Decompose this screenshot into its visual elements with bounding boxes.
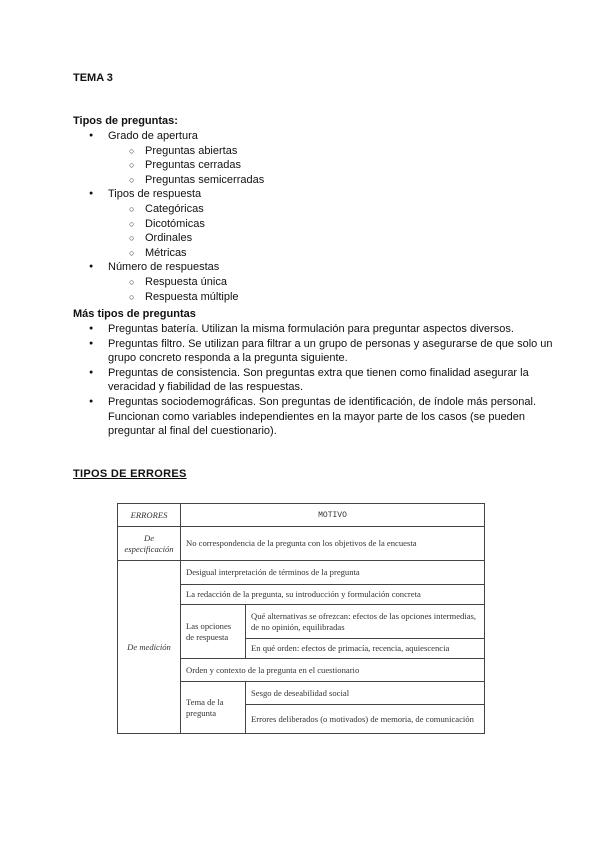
opciones-label: Las opciones de respuesta — [181, 605, 246, 659]
table-cell: Qué alternativas se ofrezcan: efectos de las opciones intermedias, de no opinión, equilibradas — [246, 605, 485, 639]
list-item: ● Tipos de respuesta — [73, 187, 553, 202]
sub-list-item: ○ Categóricas — [73, 202, 553, 217]
sub-list-item: ○ Respuesta única — [73, 275, 553, 290]
table-cell: La redacción de la pregunta, su introducción y formulación concreta — [181, 585, 485, 605]
list-item: ● Preguntas batería. Utilizan la misma formulación para preguntar aspectos diversos. — [73, 322, 553, 337]
question-types-section — [73, 114, 553, 304]
table-cell: Errores deliberados (o motivados) de memoria, de comunicación — [246, 705, 485, 734]
errors-table — [117, 503, 485, 734]
section-heading: Más tipos de preguntas — [73, 308, 196, 320]
list-item: ● Número de respuestas — [73, 260, 553, 275]
spec-label: De especificación — [118, 527, 181, 561]
table-cell: Desigual interpretación de términos de la pregunta — [181, 561, 485, 585]
sub-list-item: ○ Preguntas cerradas — [73, 158, 553, 173]
list-item: ● Grado de apertura — [73, 129, 553, 144]
medicion-label: De medición — [118, 561, 181, 734]
sub-list-item: ○ Preguntas abiertas — [73, 144, 553, 159]
header-errores: ERRORES — [118, 504, 181, 527]
list-item: ● Preguntas de consistencia. Son preguntas extra que tienen como finalidad asegurar la veracidad y fiabilidad de las respuestas. — [73, 366, 553, 395]
more-types-list — [73, 322, 553, 439]
list-item: ● Preguntas sociodemográficas. Son preguntas de identificación, de índole más personal. Funcionan como variables independientes en la mayor parte de los casos (se pueden preguntar al final del cuestionario). — [73, 395, 553, 439]
page-title: TEMA 3 — [73, 72, 113, 84]
errors-title: TIPOS DE ERRORES — [73, 468, 187, 480]
table-cell: Orden y contexto de la pregunta en el cuestionario — [181, 659, 485, 682]
sub-list-item: ○ Ordinales — [73, 231, 553, 246]
header-motivo: MOTIVO — [181, 504, 485, 527]
sub-list-item: ○ Preguntas semicerradas — [73, 173, 553, 188]
sub-list-item: ○ Respuesta múltiple — [73, 290, 553, 305]
table-cell: En qué orden: efectos de primacía, recencia, aquiescencia — [246, 639, 485, 659]
sub-list-item: ○ Métricas — [73, 246, 553, 261]
section-heading: Tipos de preguntas: — [73, 115, 178, 127]
more-question-types-section — [73, 307, 553, 439]
spec-text: No correspondencia de la pregunta con los objetivos de la encuesta — [181, 527, 485, 561]
question-types-list — [73, 129, 553, 304]
sub-list-item: ○ Dicotómicas — [73, 217, 553, 232]
table-cell: Sesgo de deseabilidad social — [246, 682, 485, 705]
list-item: ● Preguntas filtro. Se utilizan para filtrar a un grupo de personas y asegurarse de que solo un grupo concreto responda a la pregunta siguiente. — [73, 337, 553, 366]
tema-label: Tema de la pregunta — [181, 682, 246, 734]
